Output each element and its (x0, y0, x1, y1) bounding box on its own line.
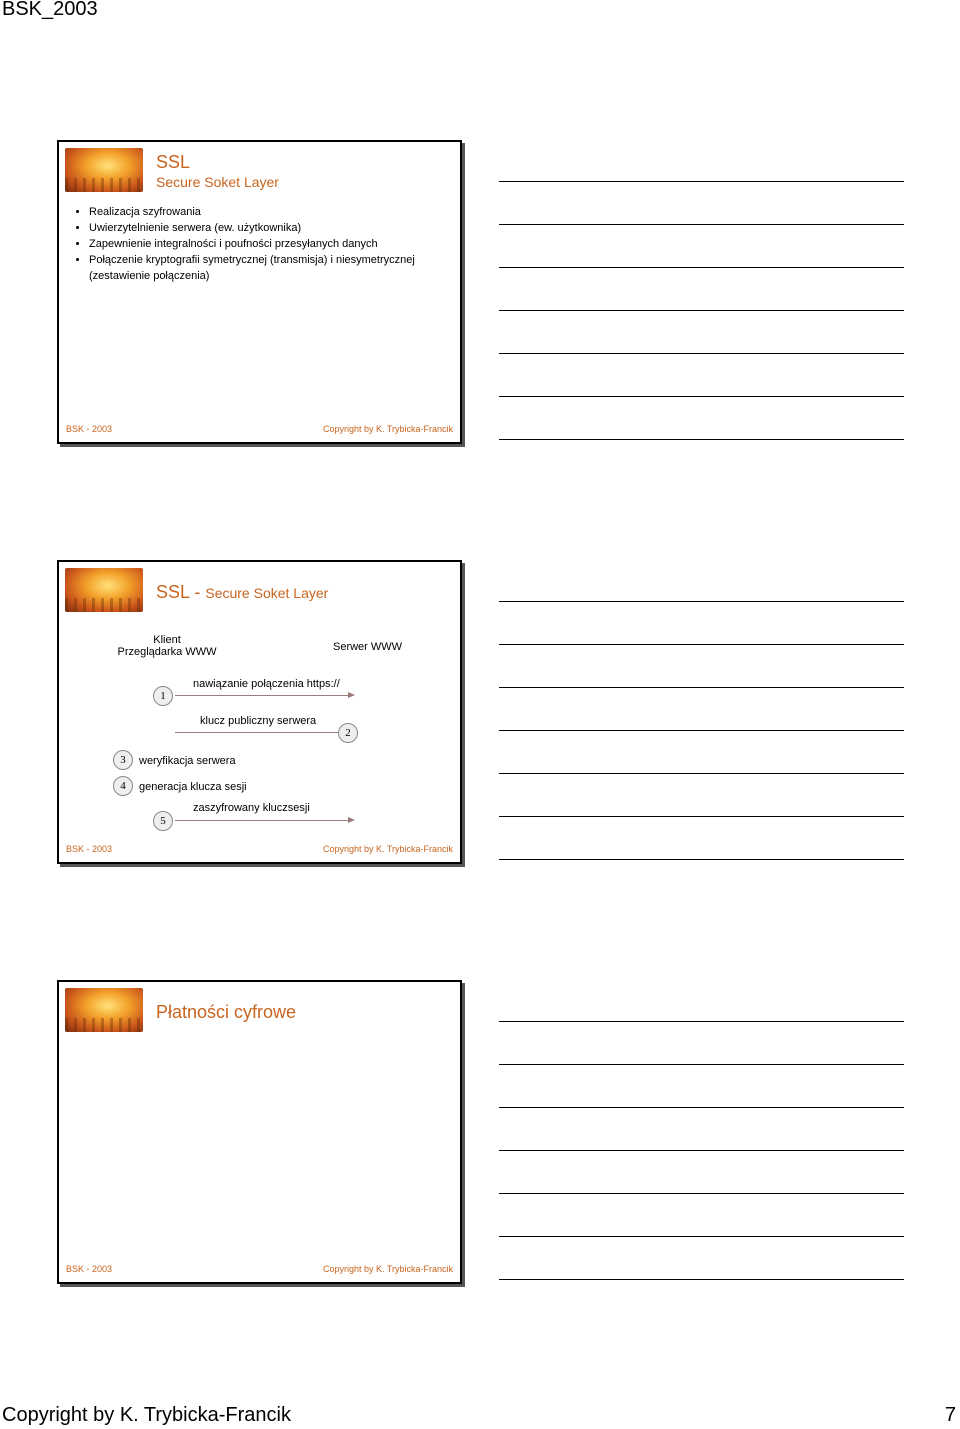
slide-footer-left: BSK - 2003 (66, 1264, 113, 1274)
arrow-to-client (175, 732, 341, 733)
bullet-list (73, 204, 459, 284)
server-label: Serwer WWW (333, 641, 403, 653)
slide-title (156, 582, 328, 603)
step-number: 2 (338, 723, 358, 743)
slide-title: SSL (156, 152, 191, 172)
page-number: 7 (944, 1404, 956, 1426)
step-label: generacja klucza sesji (139, 781, 247, 793)
slide-title: Płatności cyfrowe (156, 1002, 297, 1022)
slide-footer-right: Copyright by K. Trybicka-Francik (322, 844, 453, 854)
client-label-line1: Klient (153, 634, 181, 646)
slide-logo-image (65, 148, 143, 192)
slide-ssl-overview (57, 140, 462, 444)
client-label-line2: Przeglądarka WWW (117, 646, 217, 658)
step-number: 5 (153, 811, 173, 831)
slide-subtitle: Secure Soket Layer (156, 174, 279, 190)
step-label: nawiązanie połączenia https:// (193, 678, 340, 690)
arrow-to-server (175, 820, 353, 821)
slide-title-main: SSL (156, 582, 190, 602)
client-label (117, 634, 217, 658)
slide-logo-image (65, 568, 143, 612)
step-label: zaszyfrowany kluczsesji (193, 802, 310, 814)
note-lines-3 (499, 1021, 904, 1322)
slide-footer-right: Copyright by K. Trybicka-Francik (322, 424, 453, 434)
bullet-item: • Zapewnienie integralności i poufności przesyłanych danych (89, 236, 459, 252)
step-label: weryfikacja serwera (139, 755, 236, 767)
slide-footer-right: Copyright by K. Trybicka-Francik (322, 1264, 453, 1274)
note-lines-2 (499, 601, 904, 902)
slide-title-separator: - (189, 582, 206, 602)
slide-footer-left: BSK - 2003 (66, 424, 113, 434)
bullet-item: • Realizacja szyfrowania (89, 204, 459, 220)
step-number: 3 (113, 750, 133, 770)
bullet-item: • Połączenie kryptografii symetrycznej (transmisja) i niesymetrycznej (zestawienie połączenia) (89, 252, 459, 284)
step-label: klucz publiczny serwera (200, 715, 317, 727)
page-header: BSK_2003 (2, 0, 98, 20)
step-number: 1 (153, 686, 173, 706)
bullet-item: • Uwierzytelnienie serwera (ew. użytkownika) (89, 220, 459, 236)
step-number: 4 (113, 776, 133, 796)
slide-digital-payments (57, 980, 462, 1284)
slide-ssl-diagram (57, 560, 462, 864)
slide-logo-image (65, 988, 143, 1032)
note-lines-1 (499, 181, 904, 482)
page-footer: Copyright by K. Trybicka-Francik (2, 1404, 291, 1426)
slide-title-sub: Secure Soket Layer (205, 585, 329, 601)
slide-footer-left: BSK - 2003 (66, 844, 113, 854)
arrow-to-server (175, 695, 353, 696)
